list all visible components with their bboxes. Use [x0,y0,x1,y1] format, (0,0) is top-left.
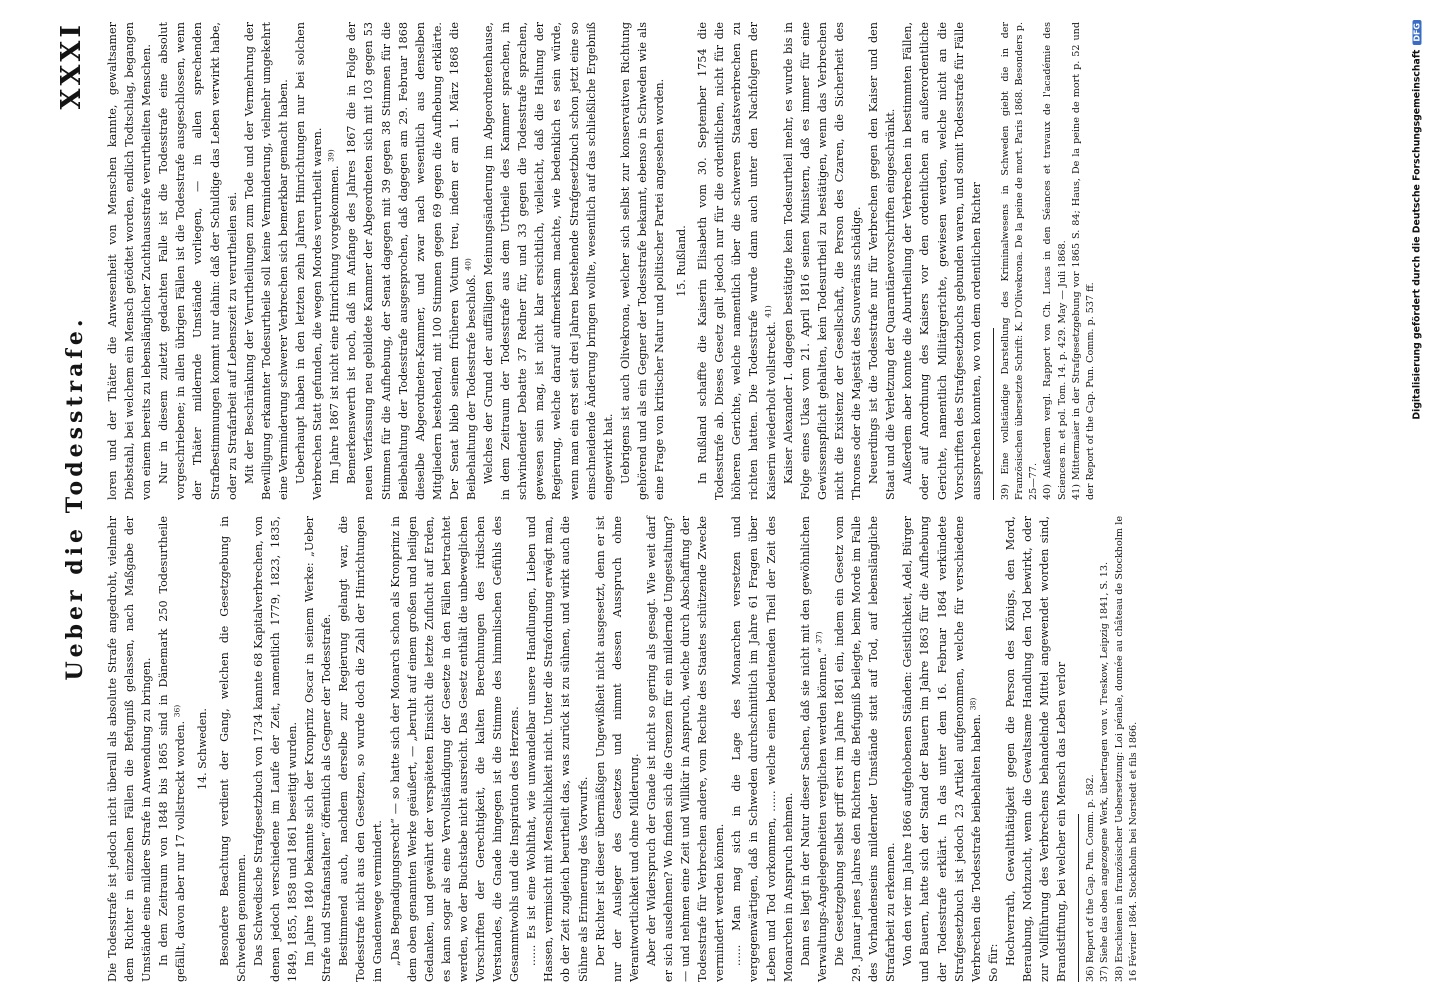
footnote: 38) Erschienen in französischer Uebersetzung: Loi pénale, donnée au château de Stockholm le 16 Février 1864. Stockholm bei Norstedt et fils 1866. [1113,516,1139,982]
paragraph [155,516,189,982]
paragraph: Welches der Grund der auffälligen Meinungsänderung im Abgeordnetenhause, in dem Zeitraum der Todesstrafe aus dem Urtheile des Kammer sprachen, in schwindender Debatte 37 Redner für, und 33 gegen die Todesstrafe sprachen, gewesen sein mag, ist nicht klar ersichtlich, vielleicht, daß die Haltung der Regierung, welche darauf aufmerksam machte, wie bedenklich es sein würde, wenn man ein erst seit drei Jahren bestehende Strafgesetzbuch schon jetzt eine so einschneidende Änderung bringen wollte, wesentlich auf das schließliche Ergebniß eingewirkt hat. [482,22,615,500]
paragraph [326,22,343,500]
paragraph: Die Gesetzgebung selbst griff erst im Jahre 1861 ein, indem ein Gesetz vom 29. Januar jenes Jahres den Richtern die Befugniß beilegte, beim Morde im Falle des Vorhandenseins mildernder Umstände statt auf Tod, auf lebenslängliche Strafarbeit zu erkennen. [832,516,898,982]
footnote-ref: 37) [814,631,824,644]
footnote: 37) Siehe das oben angezogene Werk, übertragen von v. Treskow, Leipzig 1841, S. 13. [1099,561,1111,982]
paragraph-text: Bemerkenswerth ist noch, daß im Anfange des Jahres 1867 die in Folge der neuen Verfassung neu gebildete Kammer der Abgeordneten sich mit 103 gegen 53 Stimmen für die Aufhebung, der Senat dagegen mit 39 gegen 38 Stimmen für die Beibehaltung der Todesstrafe ausgesprochen, daß dagegen am 29. Februar 1868 dieselbe Abgeordneten-Kammer, und zwar nach wesentlich aus denselben Mitgliedern bestehend, mit 100 Stimmen gegen 69 gegen die Aufhebung erklärte. Der Senat blieb seinem früheren Votum treu, indem er am 1. März 1868 die Beibehaltung der Todesstrafe beschloß. [345,22,478,500]
paragraph-text: In Rußland schaffte die Kaiserin Elisabeth vom 30. September 1754 die Todesstrafe ab. Dieses Gesetz galt jedoch nur für die ordentlichen, nicht für die höheren Gerichte, welche namentlich über die schweren Staatsverbrechen zu richten hatten. Die Todesstrafe wurde dann auch unter den Nachfolgern der Kaiserin wiederholt vollstreckt. [696,22,778,500]
paragraph: Aber der Widerspruch der Gnade ist nicht so gering als gesagt. Wie weit darf er sich ausdehnen? Wo finden sich die Grenzen für ein mildernde Umgestaltung? — und nehmen eine Zeit und Willkür in Anspruch, welche durch Abschaffung der Todesstrafe für Verbrechen andere, vom Rechte des Staates schützende Zwecke vermindert werden können. [644,516,727,982]
paragraph: Bestimmend auch, nachdem derselbe zur Regierung gelangt war, die Todesstrafe nicht aus den Gesetzen, so wurde doch die Zahl der Hinrichtungen im Gnadenwege vermindert. [337,516,385,982]
paragraph: ...... Es ist eine Wohlthat, wie unwandelbar unsere Handlungen, Lieben und Hassen, vermischt mit Menschlichkeit nicht. Unter die Strafordnung erwägt man, ob der Zeit zugleich beurtheilt das, was zurück ist zu sühnen, und wirkt auch die Sühne als Erinnerung des Vorwurfs. [525,516,590,982]
footnote-ref: 38) [967,697,977,711]
paragraph: loren und der Thäter die Anwesenheit von Menschen kannte, gewaltsamer Diebstahl, bei welchem ein Mensch getödtet worden, endlich Todtschlag, begangen von einem bereits zu lebenslänglicher Zuchthausstrafe verurtheilten Menschen. [106,22,154,500]
paragraph [694,22,779,500]
digitization-notice-text: Digitalisierung gefördert durch die Deutsche Forschungsgemeinschaft [1411,49,1423,420]
footnote: 40) Außerdem vergl. Rapport von Ch. Lucas in den Séances et travaux de l'académie des Sciences m. et pol. Tom. 14. p. 429. May — Juli 1868. [1042,22,1068,500]
paragraph: Kaiser Alexander I. dagegen bestätigte kein Todesurtheil mehr, es wurde bis in Folge eines Ukas vom 21. April 1816 seinen Ministern, daß es immer für eine Gewissenspflicht gehalten, kein Todesurtheil zu bestätigen, wenn das Verbrechen nicht die Existenz der Gesellschaft, die Person des Czaren, die Sicherheit des Thrones oder die Majestät des Souveräns schädige. [781,22,864,500]
paragraph: Mit der Beschränkung der Verurtheilungen zum Tode und der Vermehrung der Bewilligung erkannter Todesurtheile soll keine Verminderung, vielmehr umgekehrt eine Verminderung schwerer Verbrechen sich bemerkbar gemacht haben. [242,22,290,500]
paragraph: „Das Begnadigungsrecht“ — so hatte sich der Monarch schon als Kronprinz in dem oben genannten Werke geäußert, — „beruht auf einem großen und heiligen Gedanken, und gewährt der verspäteten Einsicht die letzte Zuflucht auf Erden, es kann sogar als eine Vervollständigung der Gesetze in den Fällen betrachtet werden, wo der Buchstabe nicht ausreicht. Das Gesetz enthält die unbeweglichen Vorschriften der Gerechtigkeit, die kalten Berechnungen des irdischen Verstandes, die Gnade hingegen ist die Stimme des himmlischen Gefühls des Gesammtwohls und die Inspiration des Herzens. [388,516,522,982]
paragraph: Besondere Beachtung verdient der Gang, welchen die Gesetzgebung in Schweden genommen. [217,516,248,982]
paragraph-text: Von den vier im Jahre 1866 aufgehobenen Ständen: Geistlichkeit, Adel, Bürger und Bauern, hatte sich der Stand der Bauern im Jahre 1863 für die Aufhebung der Todesstrafe erklärt. In das unter dem 16. Februar 1864 verkündete Strafgesetzbuch ist jedoch 23 Artikel aufgenommen, welche für verschiedene Verbrechen die Todesstrafe beibehalten haben. [901,516,983,982]
paragraph: Hochverrath, Gewaltthätigkeit gegen die Person des Königs, den Mord, Beraubung, Nothzucht, wenn die Gewaltsame Handlung den Tod bewirkt, oder zur Vollführung des Verbrechens behandelnde Mittel angewendet worden sind, Brandstiftung, bei welcher ein Mensch das Leben verlor [1003,516,1069,982]
paragraph: Uebrigens ist auch Olivekrona, welcher sich selbst zur konservativen Richtung gehörend und als ein Gegner der Todesstrafe bekannt, ebenso in Schweden wie als eine Frage von kritischer Natur und politischer Partei angesehen worden. [618,22,666,500]
footnote-ref: 40) [463,258,473,271]
paragraph-text: In dem Zeitraum von 1848 bis 1865 sind in Dänemark 250 Todesurtheile gefällt, davon aber nur 17 vollstreckt worden. [157,516,188,982]
footnote: 41) Mittermaier in der Strafgesetzgebung vor 1865 S. 84; Haus, De la peine de mort p. 52 und der Report of the Cap. Pun. Comm. p. 537 ff. [1070,22,1096,500]
paragraph [797,516,831,982]
footnote-divider [1078,814,1079,982]
section-heading: 14. Schweden. [196,708,210,790]
footnote-ref: 36) [172,704,182,718]
footnote: 36) Report of the Cap. Pun. Comm. p. 582. [1085,774,1097,982]
paragraph: So für: [986,943,1000,982]
paragraph-text: Im Jahre 1867 ist nicht eine Hinrichtung vorgekommen. [328,165,342,484]
dfg-logo: DFG [1413,20,1422,45]
paragraph: Außerdem aber konnte die Aburtheilung der Verbrechen in bestimmten Fällen, oder auf Anordnung des Kaisers vor den ordentlichen an außerordentliche Gerichte, namentlich Militärgerichte, gewiesen werden, welche nicht an die Vorschriften des Strafgesetzbuchs gebunden waren, und somit Todesstrafe für Fälle aussprechen konnten, wo von dem ordentlichen Richter [901,22,983,500]
running-head [56,14,96,982]
paragraph: Im Jahre 1840 bekannte sich der Kronprinz Oscar in seinem Werke: „Ueber Strafe und Strafanstalten“ öffentlich als Gegner der Todesstrafe. [303,516,334,982]
paragraph: Die Todesstrafe ist jedoch nicht überall als absolute Strafe angedroht, vielmehr dem Richter in einzelnen Fällen die Befugniß gelassen, nach Maßgabe der Umstände eine mildere Strafe in Anwendung zu bringen. [106,516,154,982]
paragraph-text: Dann es liegt in der Natur dieser Sachen, daß sie nicht mit den gewöhnlichen Verwaltungs-Angelegenheiten verglichen werden können.“ [798,516,829,982]
paragraph [899,516,984,982]
footnote-divider [993,328,994,500]
footnote-ref: 41) [762,305,772,318]
footnotes [1084,516,1141,982]
section-heading: 15. Rußland. [675,225,689,297]
footnotes [999,22,1098,500]
digitization-notice [1412,20,1423,980]
paragraph: ...... Man mag sich in die Lage des Monarchen versetzen und vergegenwärtigen, daß in Schweden durchschnittlich im Jahre 61 Fragen über Leben und Tod vorkommen, ...... welche einen bedeutenden Theil der Zeit des Monarchen in Anspruch nehmen. [730,516,795,982]
paragraph: Der Richter ist dieser übermäßigen Ungewißheit nicht ausgesetzt, denn er ist nur der Ausleger des Gesetzes und nimmt dessen Ausspruch ohne Verantwortlichkeit und ohne Milderung. [593,516,641,982]
paragraph: Nur in diesem zuletzt gedachten Falle ist die Todesstrafe eine absolut vorgeschriebene; in allen übrigen Fällen ist die Todesstrafe ausgeschlossen, wenn der Thäter mildernde Umstände vorliegen, — in allen sprechenden Strafbestimmungen kommt nur dahin: daß der Schuldige das Leben verwirkt habe, oder zu Strafarbeit auf Lebenszeit zu verurtheilen sei. [157,22,239,500]
paragraph: Neuerdings ist die Todesstrafe nur für Verbrechen gegen den Kaiser und den Staat und die Verletzung der Quarantänevorschriften eingeschränkt. [867,22,898,500]
paragraph [343,22,480,500]
footnote: 39) Eine vollständige Darstellung des Kriminalwesens in Schweden giebt die in der Französischen übersetzte Schrift: K. D'Olivekrona. De la peine de mort. Paris 1868. Besonders p. 25—77. [999,22,1040,500]
left-column [104,516,1141,982]
footnote-ref: 39) [326,149,336,162]
page-number: XXXI [56,22,87,110]
page-title: Ueber die Todesstrafe. [62,315,88,681]
right-column [104,22,1098,500]
paragraph: Das Schwedische Strafgesetzbuch von 1734 kannte 68 Kapitalverbrechen, von denen jedoch verschiedene im Laufe der Zeit, namentlich 1779, 1823, 1835, 1849, 1855, 1858 und 1861 beseitigt wurden. [251,516,299,982]
paragraph: Ueberhaupt haben in den letzten zehn Jahren Hinrichtungen nur bei solchen Verbrechen Statt gefunden, die wegen Mordes verurtheilt waren. [294,22,325,500]
